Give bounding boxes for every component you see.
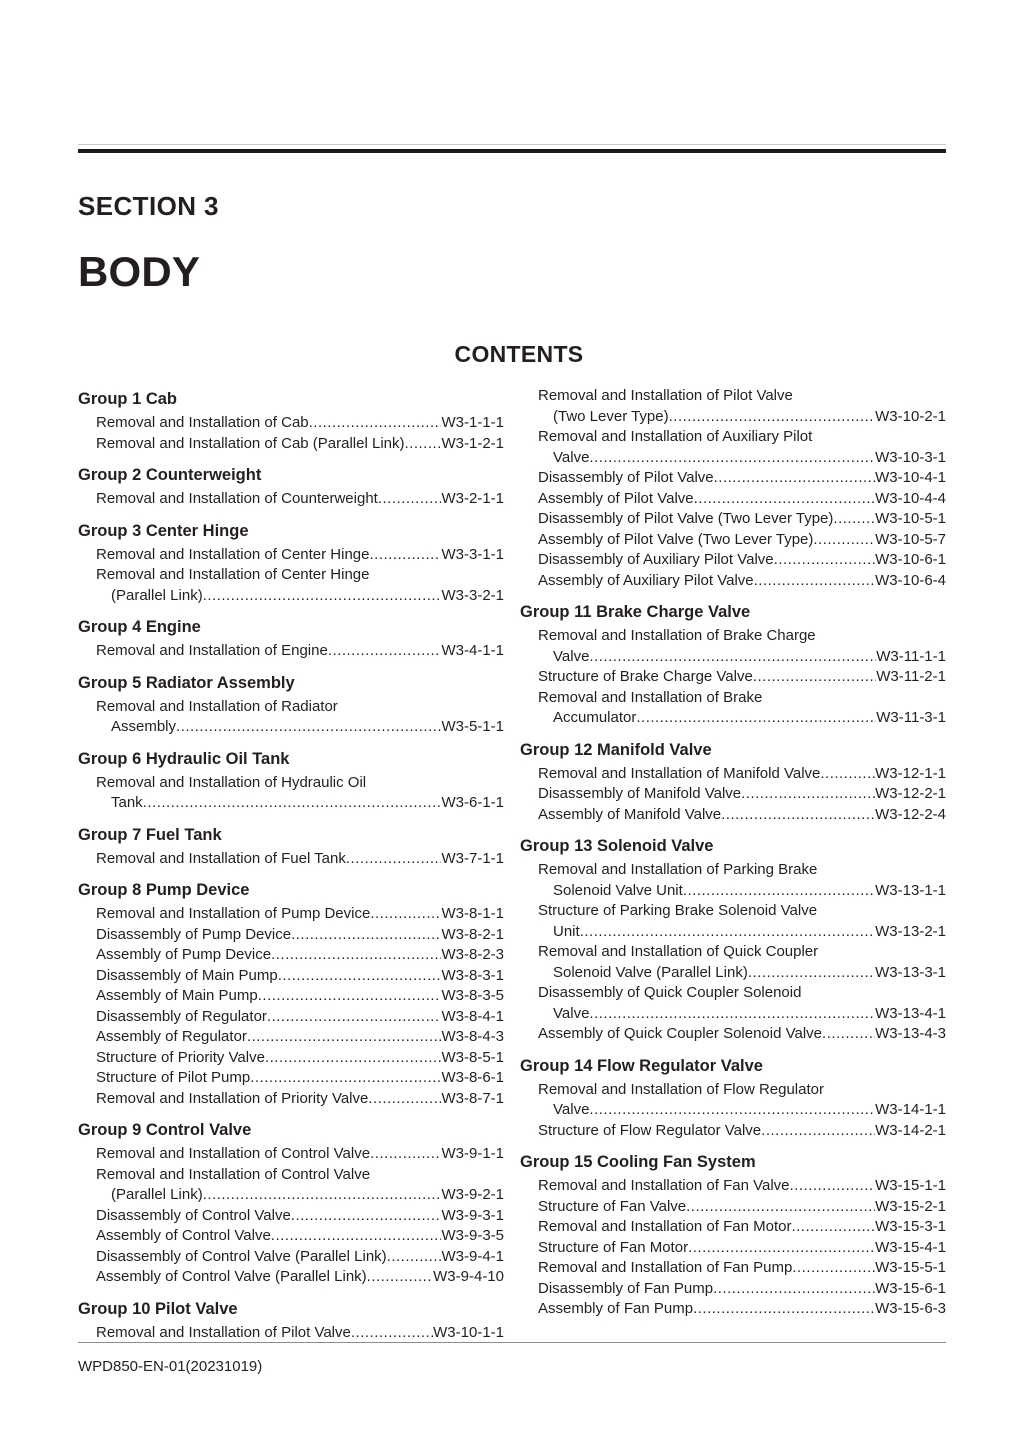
toc-entry[interactable] [78, 489, 504, 510]
toc-entry[interactable] [520, 407, 946, 428]
toc-leader-dots [748, 963, 875, 984]
toc-page-number: W3-3-2-1 [441, 586, 504, 604]
toc-entry-title: (Parallel Link) [111, 1186, 203, 1203]
toc-entry[interactable] [520, 942, 946, 963]
toc-leader-dots [589, 1004, 875, 1025]
toc-page-number: W3-15-6-3 [875, 1300, 946, 1317]
header-rule-thick [78, 148, 946, 154]
toc-leader-dots [754, 571, 876, 592]
toc-entry-title: Removal and Installation of Cab (Parallel Link) [96, 434, 405, 452]
toc-page-number: W3-1-2-1 [441, 434, 504, 452]
toc-entry[interactable] [78, 697, 504, 718]
toc-leader-dots [580, 922, 875, 943]
toc-entry[interactable] [520, 1024, 946, 1045]
contents-heading: CONTENTS [454, 341, 584, 367]
toc-page-number: W3-13-4-1 [875, 1004, 946, 1022]
toc-page-number: W3-15-2-1 [875, 1197, 946, 1215]
toc-page-number: W3-13-3-1 [875, 963, 946, 981]
toc-page-number: W3-9-3-5 [441, 1227, 504, 1244]
toc-leader-dots [694, 489, 876, 510]
toc-entry[interactable] [520, 1100, 946, 1121]
toc-entry-title: Valve [553, 647, 590, 665]
toc-entry[interactable] [78, 1247, 504, 1268]
toc-leader-dots [370, 545, 442, 566]
toc-page-number: W3-10-3-1 [875, 448, 946, 466]
toc-leader-dots [387, 1247, 442, 1268]
toc-leader-dots [589, 647, 876, 668]
toc-entry-title: (Parallel Link) [111, 586, 203, 604]
toc-entry[interactable] [78, 586, 504, 607]
toc-entry[interactable] [520, 1197, 946, 1218]
toc-page-number: W3-4-1-1 [441, 642, 504, 659]
toc-group [78, 518, 504, 607]
toc-entry-title: Assembly of Quick Coupler Solenoid Valve [538, 1025, 823, 1042]
toc-page-number: W3-8-7-1 [441, 1089, 504, 1107]
toc-group-title: Group 11 Brake Charge Valve [520, 603, 751, 621]
toc-page-number: W3-11-1-1 [876, 647, 946, 665]
toc-page-number: W3-10-4-4 [875, 489, 946, 507]
toc-leader-dots [683, 881, 875, 902]
toc-leader-dots [265, 1048, 442, 1069]
toc-entry-title: Removal and Installation of Brake [538, 688, 763, 706]
toc-page-number: W3-2-1-1 [441, 490, 504, 507]
toc-leader-dots [176, 717, 441, 738]
toc-entry[interactable] [520, 963, 946, 984]
toc-entry-title: Unit [553, 922, 580, 940]
toc-entry-title: Assembly [111, 718, 177, 735]
toc-leader-dots [714, 468, 876, 489]
toc-leader-dots [346, 849, 442, 870]
toc-entry-title: Disassembly of Auxiliary Pilot Valve [538, 551, 774, 568]
toc-entry-title: Solenoid Valve Unit [553, 881, 683, 899]
toc-group [78, 746, 504, 814]
toc-leader-dots [291, 925, 441, 946]
toc-entry[interactable] [78, 545, 504, 566]
toc-entry[interactable] [78, 1185, 504, 1206]
toc-page-number: W3-10-6-4 [875, 571, 946, 589]
toc-entry[interactable] [78, 1027, 504, 1048]
toc-leader-dots [370, 1144, 441, 1165]
toc-group-title: Group 15 Cooling Fan System [520, 1153, 756, 1171]
toc-leader-dots [686, 1197, 875, 1218]
toc-group-title: Group 1 Cab [78, 390, 178, 408]
toc-page-number: W3-10-5-7 [875, 530, 946, 548]
toc-entry-title: Removal and Installation of Flow Regulator [538, 1080, 824, 1098]
toc-entry[interactable] [78, 1226, 504, 1247]
toc-entry[interactable] [520, 688, 946, 709]
toc-page-number: W3-10-6-1 [875, 551, 946, 568]
header-divider [78, 144, 946, 154]
toc-page-number: W3-6-1-1 [441, 794, 504, 811]
toc-page-number: W3-8-5-1 [441, 1048, 504, 1066]
toc-entry-title: Structure of Flow Regulator Valve [538, 1121, 762, 1139]
toc-entry-title: Removal and Installation of Counterweight [96, 490, 378, 507]
toc-page-number: W3-12-2-4 [875, 805, 946, 823]
toc-entry-title: Valve [553, 1101, 590, 1118]
toc-leader-dots [258, 986, 442, 1007]
toc-entry[interactable] [520, 1176, 946, 1197]
toc-entry[interactable] [78, 717, 504, 738]
toc-leader-dots [351, 1323, 433, 1344]
toc-page-number: W3-7-1-1 [441, 849, 504, 867]
toc-entry-title: Removal and Installation of Parking Brake [538, 861, 818, 878]
toc-entry-title: Removal and Installation of Quick Coupler [538, 943, 819, 960]
toc-entry-title: Removal and Installation of Engine [96, 642, 328, 659]
toc-leader-dots [405, 434, 442, 455]
toc-entry[interactable] [520, 647, 946, 668]
toc-group [520, 833, 946, 1045]
toc-leader-dots [669, 407, 876, 428]
toc-entry[interactable] [78, 773, 504, 794]
toc-leader-dots [250, 1068, 441, 1089]
toc-page-number: W3-10-4-1 [875, 469, 946, 486]
toc-entry[interactable] [520, 784, 946, 805]
toc-entry-title: Disassembly of Quick Coupler Solenoid [538, 984, 802, 1001]
toc-page-number: W3-13-1-1 [875, 881, 946, 899]
toc-page-number: W3-3-1-1 [441, 545, 504, 563]
toc-entry-title: Removal and Installation of Manifold Valve [538, 764, 821, 782]
toc-entry[interactable] [520, 1299, 946, 1320]
toc-entry[interactable] [520, 468, 946, 489]
toc-page-number: W3-11-2-1 [876, 668, 946, 685]
toc-leader-dots [367, 1267, 433, 1288]
toc-entry-title: Valve [553, 448, 590, 466]
footer-document-code: WPD850-EN-01(20231019) [78, 1358, 263, 1375]
toc-entry[interactable] [520, 1004, 946, 1025]
toc-leader-dots [267, 1007, 442, 1028]
toc-entry-title: Structure of Priority Valve [96, 1048, 265, 1066]
toc-entry[interactable] [78, 1267, 504, 1288]
toc-entry[interactable] [78, 1007, 504, 1028]
toc-entry[interactable] [520, 805, 946, 826]
toc-entry-title: Structure of Fan Motor [538, 1238, 689, 1256]
toc-page-number: W3-15-6-1 [875, 1279, 946, 1297]
section-label: SECTION 3 [78, 191, 219, 221]
toc-entry-title: Structure of Fan Valve [538, 1197, 687, 1215]
toc-entry[interactable] [520, 1238, 946, 1259]
toc-leader-dots [328, 641, 442, 662]
toc-entry-title: Assembly of Fan Pump [538, 1300, 694, 1317]
toc-entry[interactable] [520, 448, 946, 469]
toc-entry[interactable] [78, 413, 504, 434]
toc-group [520, 737, 946, 826]
toc-entry-title: Removal and Installation of Control Valve [96, 1145, 371, 1162]
toc-group-title: Group 7 Fuel Tank [78, 825, 222, 844]
toc-entry-title: Disassembly of Control Valve [96, 1206, 291, 1224]
toc-group-title: Group 3 Center Hinge [78, 521, 249, 540]
toc-leader-dots [291, 1206, 442, 1227]
toc-leader-dots [368, 1089, 441, 1110]
toc-entry-title: Disassembly of Regulator [96, 1007, 267, 1025]
toc-group [520, 1053, 946, 1142]
toc-page-number: W3-5-1-1 [441, 718, 504, 735]
toc-entry-title: Disassembly of Fan Pump [538, 1279, 714, 1297]
toc-group [78, 614, 504, 662]
toc-group [78, 1296, 504, 1344]
toc-entry[interactable] [78, 849, 504, 870]
toc-leader-dots [822, 1024, 875, 1045]
toc-page-number: W3-13-4-3 [875, 1025, 946, 1042]
toc-entry-title: Assembly of Manifold Valve [538, 805, 722, 823]
toc-entry-title: Removal and Installation of Radiator [96, 697, 338, 715]
toc-leader-dots [143, 793, 442, 814]
toc-entry[interactable] [78, 1165, 504, 1186]
toc-entry-title: Assembly of Auxiliary Pilot Valve [538, 571, 754, 589]
toc-entry[interactable] [520, 1080, 946, 1101]
page-title: BODY [78, 248, 201, 295]
toc-page-number: W3-8-2-1 [441, 925, 504, 943]
toc-leader-dots [693, 1299, 875, 1320]
toc-entry-title: Removal and Installation of Pilot Valve [96, 1323, 351, 1341]
toc-page-number: W3-12-2-1 [875, 785, 946, 802]
toc-entry-title: Disassembly of Pump Device [96, 925, 292, 943]
toc-entry[interactable] [78, 986, 504, 1007]
toc-leader-dots [792, 1258, 875, 1279]
toc-page-number: W3-15-5-1 [875, 1259, 946, 1276]
toc-entry-title: Removal and Installation of Auxiliary Pilot [538, 428, 813, 445]
toc-entry-title: Removal and Installation of Center Hinge [96, 545, 370, 563]
toc-entry-title: Assembly of Main Pump [96, 987, 258, 1004]
toc-page-number: W3-14-1-1 [875, 1101, 946, 1118]
toc-leader-dots [589, 1100, 875, 1121]
toc-entry[interactable] [520, 764, 946, 785]
toc-group-title: Group 14 Flow Regulator Valve [520, 1056, 763, 1075]
toc-entry-title: Removal and Installation of Brake Charge [538, 627, 816, 644]
toc-leader-dots [790, 1176, 876, 1197]
toc-page-number: W3-15-4-1 [875, 1238, 946, 1256]
toc-entry-title: Valve [553, 1004, 590, 1022]
toc-entry[interactable] [78, 565, 504, 586]
toc-entry[interactable] [520, 860, 946, 881]
toc-entry-title: Disassembly of Pilot Valve [538, 469, 714, 486]
toc-group-title: Group 5 Radiator Assembly [78, 673, 295, 692]
toc-entry-title: Disassembly of Main Pump [96, 966, 278, 984]
toc-entry-title: Structure of Brake Charge Valve [538, 668, 753, 685]
toc-group [520, 1149, 946, 1320]
toc-group [520, 386, 946, 591]
toc-entry[interactable] [520, 509, 946, 530]
toc-page-number: W3-9-4-1 [441, 1247, 504, 1265]
toc-entry-title: Removal and Installation of Cab [96, 414, 309, 431]
toc-entry[interactable] [520, 881, 946, 902]
toc-column-left [78, 386, 504, 1343]
toc-group [78, 670, 504, 738]
toc-entry[interactable] [78, 1048, 504, 1069]
toc-page-number: W3-8-3-5 [441, 987, 504, 1004]
toc-leader-dots [688, 1238, 875, 1259]
toc-entry[interactable] [78, 925, 504, 946]
toc-entry-title: Assembly of Pilot Valve [538, 489, 694, 507]
toc-entry-title: Removal and Installation of Pilot Valve [538, 387, 793, 404]
toc-page-number: W3-10-2-1 [875, 407, 946, 425]
toc-entry[interactable] [520, 1217, 946, 1238]
toc-leader-dots [278, 966, 442, 987]
toc-page-number: W3-8-4-3 [441, 1028, 504, 1045]
toc-entry[interactable] [520, 626, 946, 647]
toc-entry[interactable] [520, 983, 946, 1004]
toc-entry[interactable] [78, 904, 504, 925]
toc-leader-dots [820, 764, 875, 785]
toc-page-number: W3-12-1-1 [875, 764, 946, 782]
toc-column-right [520, 386, 946, 1320]
toc-leader-dots [247, 1027, 442, 1048]
toc-page-number: W3-15-1-1 [875, 1177, 946, 1194]
toc-group-title: Group 10 Pilot Valve [78, 1299, 238, 1318]
toc-entry[interactable] [78, 966, 504, 987]
toc-entry-title: Removal and Installation of Fan Pump [538, 1259, 793, 1276]
toc-leader-dots [203, 1185, 442, 1206]
toc-entry[interactable] [520, 1279, 946, 1300]
toc-entry-title: Structure of Pilot Pump [96, 1069, 251, 1086]
toc-entry[interactable] [520, 427, 946, 448]
toc-page-number: W3-11-3-1 [876, 709, 946, 726]
toc-entry-title: Disassembly of Manifold Valve [538, 785, 742, 802]
toc-entry-title: Assembly of Pilot Valve (Two Lever Type) [538, 530, 814, 548]
toc-entry-title: Removal and Installation of Priority Valve [96, 1089, 369, 1107]
toc-group-title: Group 2 Counterweight [78, 466, 262, 484]
toc-entry[interactable] [520, 386, 946, 407]
toc-entry-title: Structure of Parking Brake Solenoid Valve [538, 902, 818, 919]
toc-leader-dots [774, 550, 875, 571]
toc-entry-title: Removal and Installation of Fuel Tank [96, 849, 346, 867]
toc-entry[interactable] [78, 1089, 504, 1110]
toc-leader-dots [378, 489, 442, 510]
toc-entry[interactable] [78, 945, 504, 966]
toc-leader-dots [761, 1121, 875, 1142]
toc-leader-dots [791, 1217, 875, 1238]
toc-leader-dots [370, 904, 441, 925]
toc-entry[interactable] [520, 550, 946, 571]
toc-page-number: W3-1-1-1 [441, 414, 504, 431]
toc-group [78, 462, 504, 510]
toc-entry-title: Disassembly of Control Valve (Parallel Link) [96, 1247, 387, 1265]
toc-group [78, 1117, 504, 1288]
toc-entry-title: Assembly of Pump Device [96, 946, 272, 963]
toc-page-number: W3-9-1-1 [441, 1145, 504, 1162]
toc-entry-title: (Two Lever Type) [553, 407, 669, 425]
toc-entry-title: Removal and Installation of Hydraulic Oil [96, 773, 367, 791]
toc-page-number: W3-10-5-1 [875, 510, 946, 527]
toc-leader-dots [203, 586, 442, 607]
toc-page-number: W3-10-1-1 [433, 1323, 504, 1341]
toc-entry[interactable] [78, 1206, 504, 1227]
toc-leader-dots [833, 509, 875, 530]
toc-entry-title: Assembly of Control Valve (Parallel Link) [96, 1268, 367, 1285]
toc-entry-title: Assembly of Control Valve [96, 1227, 271, 1244]
toc-leader-dots [636, 708, 876, 729]
toc-entry[interactable] [520, 571, 946, 592]
toc-entry[interactable] [78, 1068, 504, 1089]
toc-entry-title: Removal and Installation of Fan Motor [538, 1218, 792, 1235]
toc-entry-title: Tank [111, 794, 143, 811]
toc-entry-title: Removal and Installation of Fan Valve [538, 1177, 790, 1194]
toc-entry[interactable] [78, 434, 504, 455]
toc-entry[interactable] [520, 1258, 946, 1279]
footer-divider [78, 1342, 946, 1343]
toc-group [78, 386, 504, 454]
toc-page-number: W3-9-2-1 [441, 1186, 504, 1203]
toc-entry[interactable] [520, 667, 946, 688]
toc-page-number: W3-9-4-10 [433, 1268, 504, 1285]
toc-page-number: W3-9-3-1 [441, 1206, 504, 1224]
toc-entry[interactable] [78, 793, 504, 814]
table-of-contents [78, 386, 946, 1341]
toc-group [520, 599, 946, 729]
toc-entry-title: Disassembly of Pilot Valve (Two Lever Type) [538, 510, 834, 527]
toc-group [78, 877, 504, 1109]
toc-entry-title: Removal and Installation of Control Valve [96, 1165, 371, 1183]
toc-leader-dots [741, 784, 875, 805]
toc-group-title: Group 12 Manifold Valve [520, 740, 712, 759]
toc-entry[interactable] [520, 489, 946, 510]
toc-entry[interactable] [78, 1144, 504, 1165]
toc-group-title: Group 4 Engine [78, 618, 201, 636]
toc-entry-title: Accumulator [553, 709, 637, 726]
toc-entry[interactable] [520, 901, 946, 922]
toc-leader-dots [271, 945, 441, 966]
toc-leader-dots [713, 1279, 875, 1300]
toc-page-number: W3-13-2-1 [875, 922, 946, 940]
toc-entry-title: Solenoid Valve (Parallel Link) [553, 963, 748, 981]
toc-group [78, 822, 504, 870]
toc-leader-dots [309, 413, 442, 434]
toc-entry[interactable] [520, 1121, 946, 1142]
toc-page-number: W3-8-6-1 [441, 1069, 504, 1086]
toc-leader-dots [589, 448, 875, 469]
toc-entry[interactable] [78, 1323, 504, 1344]
toc-entry[interactable] [520, 708, 946, 729]
toc-group-title: Group 9 Control Valve [78, 1121, 252, 1139]
toc-page-number: W3-8-1-1 [441, 905, 504, 922]
toc-group-title: Group 8 Pump Device [78, 881, 250, 899]
toc-entry[interactable] [78, 641, 504, 662]
toc-entry[interactable] [520, 922, 946, 943]
toc-entry[interactable] [520, 530, 946, 551]
toc-page-number: W3-8-3-1 [441, 966, 504, 984]
toc-entry-title: Assembly of Regulator [96, 1028, 247, 1045]
toc-page-number: W3-8-4-1 [441, 1007, 504, 1025]
toc-group-title: Group 13 Solenoid Valve [520, 837, 714, 855]
toc-leader-dots [753, 667, 876, 688]
toc-group-title: Group 6 Hydraulic Oil Tank [78, 749, 290, 768]
toc-leader-dots [721, 805, 875, 826]
toc-entry-title: Removal and Installation of Center Hinge [96, 566, 370, 583]
toc-leader-dots [271, 1226, 442, 1247]
toc-entry-title: Removal and Installation of Pump Device [96, 905, 371, 922]
toc-page-number: W3-8-2-3 [441, 946, 504, 963]
toc-leader-dots [813, 530, 875, 551]
toc-page-number: W3-15-3-1 [875, 1218, 946, 1235]
toc-page-number: W3-14-2-1 [875, 1121, 946, 1139]
